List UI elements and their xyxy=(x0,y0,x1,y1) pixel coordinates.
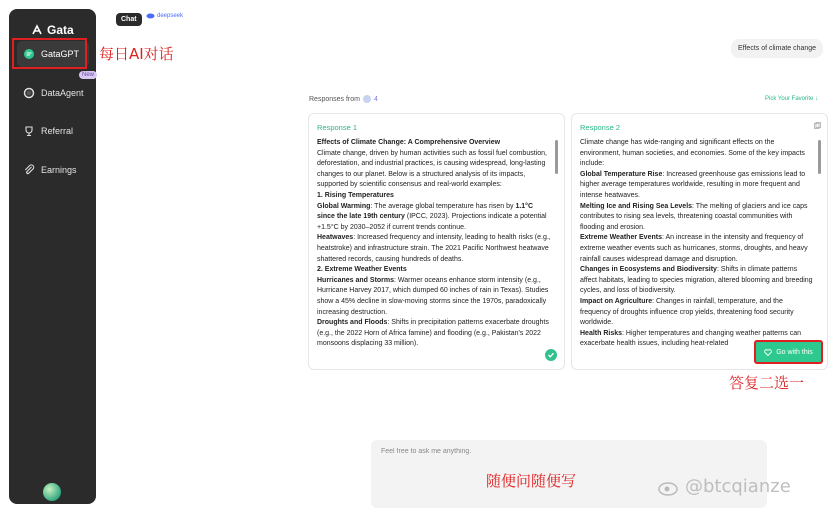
response-title: Response 2 xyxy=(580,123,621,132)
paperclip-icon xyxy=(23,164,35,176)
response-body xyxy=(317,138,552,350)
model-logo xyxy=(146,12,183,19)
model-icon xyxy=(363,95,371,103)
response-body xyxy=(580,138,815,350)
weibo-icon xyxy=(658,478,680,496)
section-heading: 1. Rising Temperatures xyxy=(317,191,394,199)
chat-input[interactable] xyxy=(381,448,751,455)
sidebar-item-label: DataAgent xyxy=(41,88,84,98)
point-label: Heatwaves xyxy=(317,234,354,242)
responses-label: Responses from xyxy=(309,95,360,103)
avatar[interactable] xyxy=(43,483,61,501)
point-text: : The average global temperature has risen by xyxy=(370,202,516,210)
scrollbar[interactable] xyxy=(555,140,558,174)
point-text: : Shifts in climate patterns affect habitats, leading to species migration, altered blooming and breeding cycles, and loss of biodiversity. xyxy=(580,266,813,295)
point-label: Impact on Agriculture xyxy=(580,297,653,305)
point-text: : An increase in the intensity and frequency of extreme weather events such as hurricanes, storms, droughts, and heavy rainfall causes widespread damage and disruption. xyxy=(580,234,808,263)
app-name: Gata xyxy=(47,23,74,37)
point-label: Global Temperature Rise xyxy=(580,170,663,178)
response-card-2[interactable] xyxy=(571,113,828,370)
sidebar xyxy=(9,9,96,504)
response-title: Response 1 xyxy=(317,123,358,132)
point-text: : Increased frequency and intensity, leading to health risks (e.g., heatstroke) and infrastructure strain. The 2021 Pacific Northwest heatwave shattered records, causing hundreds of deaths. xyxy=(317,234,551,263)
copy-icon[interactable] xyxy=(814,122,821,129)
watermark xyxy=(658,476,791,497)
point-text: : Higher temperatures and changing weather patterns can exacerbate health issues, including heat-related xyxy=(580,329,802,348)
annotation-input: 随便问随便写 xyxy=(486,472,577,490)
go-with-this-button[interactable] xyxy=(754,340,823,364)
model-name: deepseek xyxy=(157,12,184,19)
point-text: (IPCC, 2023). Projections indicate a potential +1.5°C by 2030–2052 if current trends continue. xyxy=(317,213,547,231)
point-label: Changes in Ecosystems and Biodiversity xyxy=(580,266,717,274)
sidebar-item-earnings[interactable] xyxy=(17,157,89,183)
sidebar-item-dataagent[interactable] xyxy=(17,80,89,106)
scrollbar[interactable] xyxy=(818,140,821,174)
user-message: Effects of climate change xyxy=(731,39,823,58)
point-text: : Changes in rainfall, temperature, and the frequency of droughts influence crop yields, threatening food security worldwide. xyxy=(580,297,794,327)
sidebar-item-label: Earnings xyxy=(41,165,77,175)
sidebar-item-referral[interactable] xyxy=(17,118,89,144)
point-label: Health Risks xyxy=(580,329,623,337)
response-card-1[interactable] xyxy=(308,113,565,370)
pick-favorite-hint: Pick Your Favorite ↓ xyxy=(765,96,819,102)
response-text: Climate change, driven by human activities such as fossil fuel combustion, deforestation, and industrial practices, is causing widespread, long-lasting changes to our planet. Below is a structured analysis of its impacts, supported by scientific consensus and real-world examples: xyxy=(317,149,547,189)
annotation-pick: 答复二选一 xyxy=(729,374,805,392)
app-logo[interactable] xyxy=(31,23,74,37)
point-text: : The melting of glaciers and ice caps contributes to rising sea levels, threatening coastal communities with flooding and erosion. xyxy=(580,202,808,231)
point-text: : Shifts in precipitation patterns exacerbate droughts (e.g., the 2022 Horn of Africa famine) and flooding (e.g., Pakistan's 2022 monsoons displacing 33 million). xyxy=(317,319,549,348)
section-heading: 2. Extreme Weather Events xyxy=(317,266,407,274)
point-highlight: 1.1°C since the late 19th century xyxy=(317,202,534,221)
point-text: : Warmer oceans enhance storm intensity (e.g., Hurricane Harvey 2017, which dumped 60 inches of rain in Texas). Studies show a 45% decline in slow-moving storms since the 1970s, paradoxically increasing destruction. xyxy=(317,276,549,316)
annotation-chat: 每日AI对话 xyxy=(99,45,174,63)
response-text: Climate change has wide-ranging and significant effects on the environment, human societies, and economies. Some of the key impacts include: xyxy=(580,139,805,168)
watermark-text: @btcqianze xyxy=(685,476,791,497)
new-badge: New xyxy=(79,71,97,79)
sidebar-item-label: GataGPT xyxy=(41,49,80,59)
responses-count: 4 xyxy=(373,95,378,103)
heart-icon xyxy=(764,349,772,356)
sidebar-item-label: Referral xyxy=(41,126,74,136)
point-label: Melting Ice and Rising Sea Levels xyxy=(580,202,693,210)
point-label: Extreme Weather Events xyxy=(580,234,662,242)
ring-icon xyxy=(23,87,35,99)
trophy-icon xyxy=(23,125,35,137)
go-with-this-label: Go with this xyxy=(776,348,813,356)
point-label: Droughts and Floods xyxy=(317,319,388,327)
whale-icon xyxy=(146,12,155,19)
gata-logo-icon xyxy=(31,24,43,36)
chat-tab[interactable]: Chat xyxy=(116,13,142,26)
annotation-highlight-box xyxy=(12,38,87,69)
check-icon[interactable] xyxy=(545,349,557,361)
point-label: Global Warming xyxy=(317,202,371,210)
responses-header xyxy=(309,95,378,103)
response-heading: Effects of Climate Change: A Comprehensive Overview xyxy=(317,139,501,146)
point-label: Hurricanes and Storms xyxy=(317,276,395,284)
point-text: : Increased greenhouse gas emissions lead to higher average temperatures worldwide, resulting in more frequent and intense heatwaves. xyxy=(580,170,806,199)
